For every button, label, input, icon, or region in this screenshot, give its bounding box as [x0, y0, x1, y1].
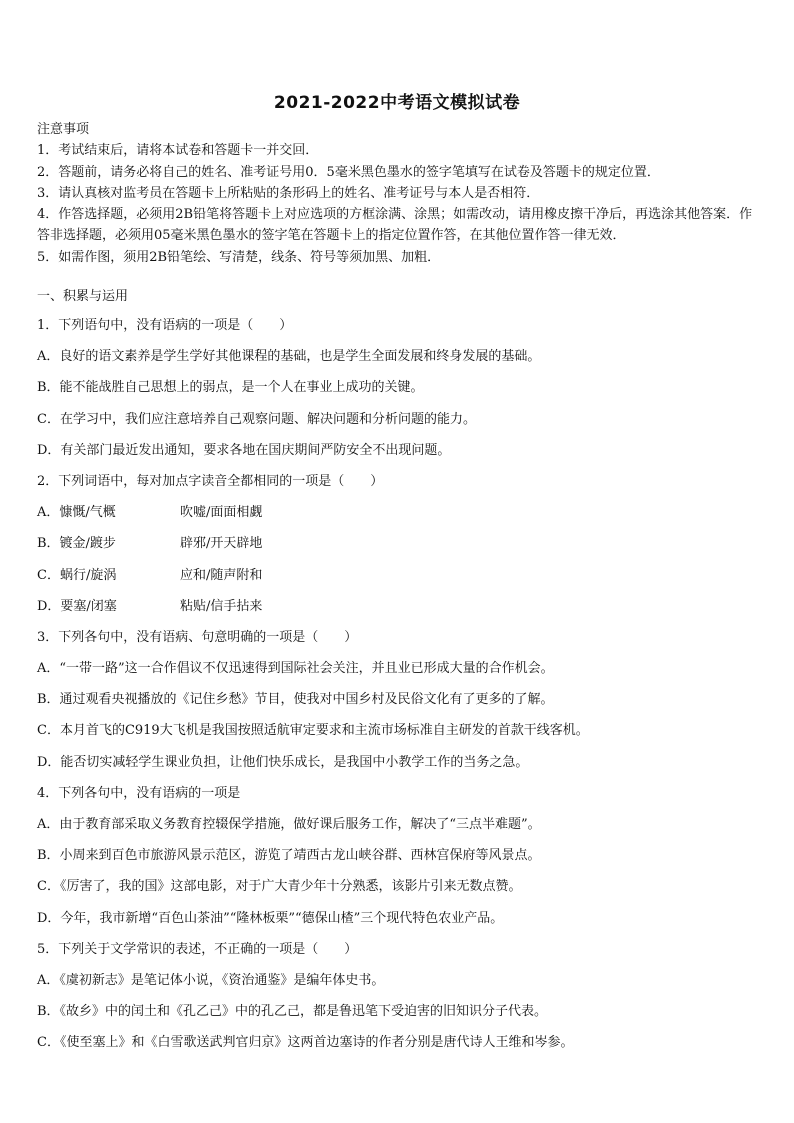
- notice-item: 3．请认真核对监考员在答题卡上所粘贴的条形码上的姓名、准考证号与本人是否相符．: [37, 185, 540, 201]
- page-title: 2021-2022中考语文模拟试卷: [273, 93, 521, 113]
- option: D．有关部门最近发出通知，要求各地在国庆期间严防安全不出现问题。: [37, 442, 451, 458]
- section-heading: 一、积累与运用: [37, 289, 129, 304]
- option-word-pair: 辟邪/开天辟地: [180, 536, 263, 552]
- option-word-pair: 吹嘘/面面相觑: [180, 505, 263, 521]
- option: [37, 560, 762, 591]
- option: C．《使至塞上》和《白雪歌送武判官归京》这两首边塞诗的作者分别是唐代诗人王维和岑参。: [37, 1035, 574, 1051]
- option-word-pair: C．蜗行/旋涡: [37, 567, 117, 583]
- question-3: [37, 622, 762, 778]
- question-stem: 1．下列语句中，没有语病的一项是（ ）: [37, 318, 293, 333]
- option: [37, 497, 762, 528]
- option: C．《厉害了，我的国》这部电影，对于广大青少年十分熟悉，该影片引来无数点赞。: [37, 879, 522, 895]
- option: [37, 591, 762, 622]
- notice-item: 1．考试结束后，请将本试卷和答题卡一并交回．: [37, 143, 319, 159]
- option: A．“一带一路”这一合作倡议不仅迅速得到国际社会关注，并且业已形成大量的合作机会。: [37, 661, 554, 677]
- notice-item: 5．如需作图，须用2B铅笔绘、写清楚，线条、符号等须加黑、加粗．: [37, 249, 441, 265]
- option: B．能不能战胜自己思想上的弱点，是一个人在事业上成功的关键。: [37, 380, 424, 396]
- option: B．通过观看央视播放的《记住乡愁》节目，使我对中国乡村及民俗文化有了更多的了解。: [37, 692, 554, 708]
- option: [37, 528, 762, 559]
- notice-heading: 注意事项: [37, 122, 90, 137]
- option: D．能否切实减轻学生课业负担，让他们快乐成长，是我国中小教学工作的当务之急。: [37, 754, 529, 770]
- question-4: [37, 778, 762, 934]
- option: D．今年，我市新增“百色山茶油”“隆林板栗”“德保山楂”三个现代特色农业产品。: [37, 910, 504, 926]
- option-word-pair: 应和/随声附和: [180, 567, 263, 583]
- question-stem: 5．下列关于文学常识的表述，不正确的一项是（ ）: [37, 941, 358, 957]
- option: A．《虞初新志》是笔记体小说，《资治通鉴》是编年体史书。: [37, 972, 385, 988]
- option: B．《故乡》中的闰土和《孔乙己》中的孔乙己，都是鲁迅笔下受迫害的旧知识分子代表。: [37, 1004, 548, 1020]
- notice-item: 4．作答选择题，必须用2B铅笔将答题卡上对应选项的方框涂满、涂黑；如需改动，请用橡皮擦干净后，再选涂其他答案．作答非选择题，必须用05毫米黑色墨水的签字笔在答题卡上的指定位置作答，在其他位置作答一律无效．: [37, 207, 753, 244]
- option-word-pair: A．慷慨/气概: [37, 505, 116, 521]
- option-word-pair: 粘贴/信手拈来: [180, 598, 263, 614]
- question-stem: 3．下列各句中，没有语病、句意明确的一项是（ ）: [37, 629, 358, 645]
- option: A．良好的语文素养是学生学好其他课程的基础，也是学生全面发展和终身发展的基础。: [37, 349, 541, 365]
- option-word-pair: B．镀金/踱步: [37, 536, 116, 552]
- question-1: [37, 310, 762, 466]
- option: C．本月首飞的C919大飞机是我国按照适航审定要求和主流市场标准自主研发的首款干线客机。: [37, 723, 589, 739]
- question-stem: 2．下列词语中，每对加点字读音全都相同的一项是（ ）: [37, 473, 384, 489]
- question-5: [37, 934, 762, 1059]
- questions: [37, 284, 762, 1059]
- notice-item: 2．答题前，请务必将自己的姓名、准考证号用0．5毫米黑色墨水的签字笔填写在试卷及答题卡的规定位置．: [37, 164, 660, 180]
- option: C．在学习中，我们应注意培养自己观察问题、解决问题和分析问题的能力。: [37, 411, 476, 427]
- option: B．小周来到百色市旅游风景示范区，游览了靖西古龙山峡谷群、西林宫保府等风景点。: [37, 848, 541, 864]
- question-2: [37, 466, 762, 622]
- option-word-pair: D．要塞/闭塞: [37, 598, 117, 614]
- question-stem: 4．下列各句中，没有语病的一项是: [37, 785, 241, 801]
- notice-section: [37, 119, 762, 268]
- option: A．由于教育部采取义务教育控辍保学措施，做好课后服务工作，解决了“三点半难题”。: [37, 817, 541, 832]
